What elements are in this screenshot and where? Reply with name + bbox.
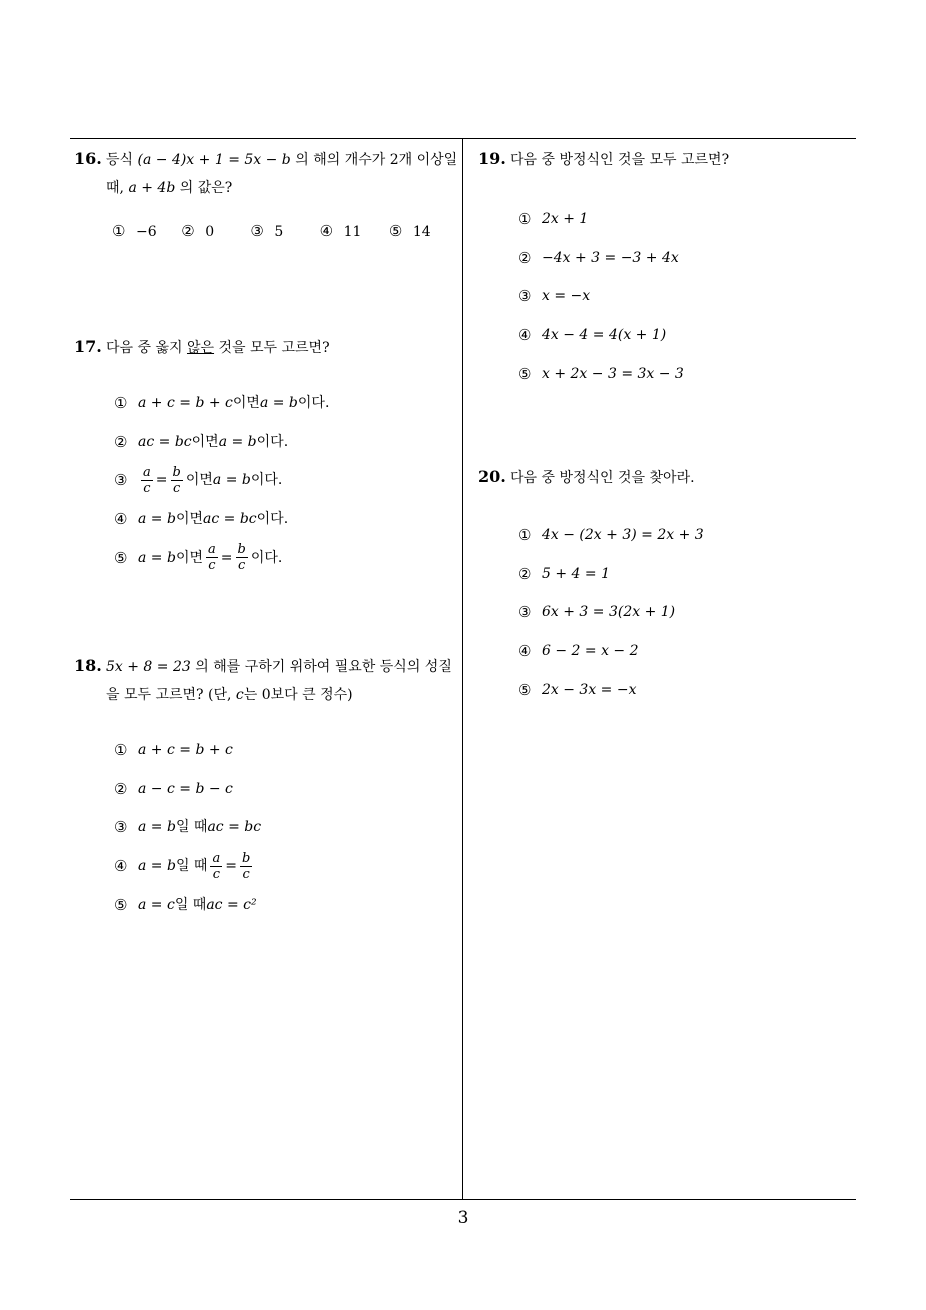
text: ① bbox=[518, 526, 532, 545]
text: a = b bbox=[138, 549, 176, 566]
option-4[interactable] bbox=[74, 847, 458, 886]
text: 이면 bbox=[185, 472, 213, 489]
question-18 bbox=[74, 652, 458, 924]
text: ② bbox=[518, 564, 532, 583]
option-5[interactable] bbox=[389, 222, 458, 240]
text: 이면 bbox=[191, 433, 219, 450]
option-3[interactable] bbox=[74, 808, 458, 847]
text: 이다. bbox=[256, 433, 289, 450]
text: 4x − (2x + 3) = 2x + 3 bbox=[542, 527, 704, 544]
text: ac = bc bbox=[207, 819, 262, 836]
text: 5 bbox=[274, 224, 284, 240]
text: 것을 모두 고르면? bbox=[214, 340, 330, 356]
text: a = b bbox=[212, 472, 251, 489]
text: 이다. bbox=[250, 472, 283, 489]
answer-options bbox=[74, 222, 458, 240]
text: 11 bbox=[343, 224, 362, 240]
option-2[interactable] bbox=[74, 770, 458, 809]
text: b bbox=[237, 542, 246, 558]
text: 이다. bbox=[256, 511, 289, 528]
text: a = b bbox=[259, 395, 298, 412]
text: 일 때 bbox=[174, 896, 207, 913]
option-4[interactable] bbox=[74, 500, 458, 539]
text: 의 해를 구하기 위하여 필요한 등식의 성질을 모두 고르면? (단, bbox=[106, 659, 452, 703]
text: 일 때 bbox=[175, 858, 208, 875]
text: a + 4b bbox=[128, 180, 176, 196]
text: 이다. bbox=[297, 395, 330, 412]
text: ③ bbox=[114, 471, 128, 490]
text: ① bbox=[518, 210, 532, 229]
top-rule bbox=[70, 138, 856, 139]
text: x = −x bbox=[542, 288, 591, 305]
question-19 bbox=[478, 145, 848, 393]
text: ⑤ bbox=[388, 222, 403, 240]
text: x + 2x − 3 = 3x − 3 bbox=[542, 365, 684, 382]
text: 5x + 8 = 23 bbox=[106, 659, 191, 675]
option-4[interactable] bbox=[320, 222, 389, 240]
text: −6 bbox=[136, 224, 157, 240]
option-1[interactable] bbox=[74, 384, 458, 423]
text: = bbox=[155, 472, 168, 489]
text: c bbox=[238, 558, 246, 574]
option-2[interactable] bbox=[74, 423, 458, 462]
text: = bbox=[225, 858, 237, 875]
question-number: 16. bbox=[74, 149, 102, 168]
text: ② bbox=[114, 779, 128, 798]
text: 이면 bbox=[175, 549, 204, 566]
question-20 bbox=[478, 463, 848, 709]
text: a + c = b + c bbox=[138, 395, 233, 412]
text: ② bbox=[518, 248, 532, 267]
page-number: 3 bbox=[457, 1208, 469, 1228]
text: c bbox=[143, 480, 151, 496]
text: ac = bc bbox=[138, 433, 192, 450]
text: ① bbox=[114, 394, 128, 413]
text: ④ bbox=[319, 222, 334, 240]
fraction bbox=[210, 851, 222, 882]
text: = bbox=[220, 549, 233, 566]
text: 이다. bbox=[250, 549, 283, 566]
text: (a − 4)x + 1 = 5x − b bbox=[137, 152, 291, 168]
fraction bbox=[206, 542, 218, 573]
text: 다음 중 방정식인 것을 찾아라. bbox=[510, 470, 695, 486]
option-3[interactable] bbox=[478, 277, 848, 316]
answer-options bbox=[478, 516, 848, 709]
bottom-rule bbox=[70, 1199, 856, 1200]
option-5[interactable] bbox=[74, 538, 458, 577]
underlined-word: 않은 bbox=[186, 340, 215, 356]
option-5[interactable] bbox=[478, 670, 848, 709]
text: b bbox=[172, 464, 181, 480]
text: ④ bbox=[114, 510, 128, 529]
text: ④ bbox=[114, 857, 128, 876]
text: 다음 중 옳지 bbox=[106, 340, 187, 356]
text: 일 때 bbox=[175, 819, 208, 836]
option-3[interactable] bbox=[74, 461, 458, 500]
text: ⑤ bbox=[114, 548, 128, 567]
fraction bbox=[141, 465, 153, 496]
text: 는 0보다 큰 정수) bbox=[243, 687, 353, 703]
option-1[interactable] bbox=[478, 200, 848, 239]
text: 의 해의 개수가 2개 이상일 때, bbox=[106, 152, 458, 196]
text: a + c = b + c bbox=[138, 742, 233, 759]
text: a bbox=[143, 464, 151, 480]
text: a = b bbox=[138, 511, 176, 528]
option-1[interactable] bbox=[478, 516, 848, 555]
option-2[interactable] bbox=[478, 555, 848, 594]
question-number: 19. bbox=[478, 149, 506, 168]
text: c bbox=[235, 687, 244, 703]
question-20-stem bbox=[478, 463, 848, 492]
text: a = b bbox=[138, 819, 176, 836]
answer-options bbox=[74, 731, 458, 924]
text: c bbox=[212, 866, 220, 882]
question-17 bbox=[74, 333, 458, 577]
text: ④ bbox=[518, 642, 532, 661]
question-number: 18. bbox=[74, 656, 102, 675]
option-4[interactable] bbox=[478, 632, 848, 671]
text: ③ bbox=[114, 818, 128, 837]
text: c bbox=[208, 558, 216, 574]
question-19-stem bbox=[478, 145, 848, 174]
answer-options bbox=[74, 384, 458, 577]
text: ③ bbox=[250, 222, 264, 240]
answer-options bbox=[478, 200, 848, 393]
option-5[interactable] bbox=[478, 354, 848, 393]
text: 2x − 3x = −x bbox=[542, 681, 637, 698]
text: ac = c² bbox=[206, 896, 257, 913]
text: ① bbox=[114, 741, 128, 760]
option-3[interactable] bbox=[478, 593, 848, 632]
option-3[interactable] bbox=[250, 222, 319, 240]
text: ② bbox=[181, 222, 195, 240]
text: 다음 중 방정식인 것을 모두 고르면? bbox=[510, 152, 730, 168]
text: a = c bbox=[138, 896, 175, 913]
text: 의 값은? bbox=[175, 180, 233, 196]
text: 5 + 4 = 1 bbox=[542, 565, 610, 582]
question-16-stem bbox=[74, 145, 458, 202]
text: a bbox=[208, 542, 216, 558]
option-1[interactable] bbox=[112, 222, 181, 240]
text: c bbox=[242, 866, 250, 882]
text: ac = bc bbox=[203, 511, 257, 528]
text: ③ bbox=[518, 287, 532, 306]
text: 2x + 1 bbox=[542, 211, 589, 228]
option-1[interactable] bbox=[74, 731, 458, 770]
text: ② bbox=[114, 432, 128, 451]
option-4[interactable] bbox=[478, 316, 848, 355]
question-16 bbox=[74, 145, 458, 240]
question-18-stem bbox=[74, 652, 458, 709]
question-number: 17. bbox=[74, 337, 102, 356]
fraction bbox=[240, 851, 252, 882]
text: ⑤ bbox=[114, 895, 128, 914]
text: −4x + 3 = −3 + 4x bbox=[542, 249, 679, 266]
option-5[interactable] bbox=[74, 885, 458, 924]
text: ③ bbox=[518, 603, 532, 622]
text: b bbox=[241, 850, 251, 866]
text: c bbox=[173, 480, 181, 496]
option-2[interactable] bbox=[478, 239, 848, 278]
text: 6 − 2 = x − 2 bbox=[542, 643, 639, 660]
text: a = b bbox=[138, 858, 176, 875]
text: 이면 bbox=[175, 511, 204, 528]
fraction bbox=[171, 465, 183, 496]
option-2[interactable] bbox=[181, 222, 250, 240]
fraction bbox=[236, 542, 248, 573]
text: 이면 bbox=[232, 395, 260, 412]
text: a = b bbox=[218, 433, 257, 450]
question-number: 20. bbox=[478, 467, 506, 486]
text: 6x + 3 = 3(2x + 1) bbox=[542, 604, 676, 621]
text: ⑤ bbox=[518, 680, 532, 699]
text: ① bbox=[112, 222, 126, 240]
text: 4x − 4 = 4(x + 1) bbox=[542, 327, 667, 344]
text: 0 bbox=[205, 224, 215, 240]
text: a − c = b − c bbox=[138, 780, 233, 797]
text: a bbox=[212, 850, 221, 866]
text: ⑤ bbox=[518, 364, 532, 383]
text: ④ bbox=[518, 326, 532, 345]
question-17-stem bbox=[74, 333, 458, 362]
column-divider bbox=[462, 138, 463, 1200]
text: 등식 bbox=[106, 152, 138, 168]
text: 14 bbox=[412, 224, 431, 240]
